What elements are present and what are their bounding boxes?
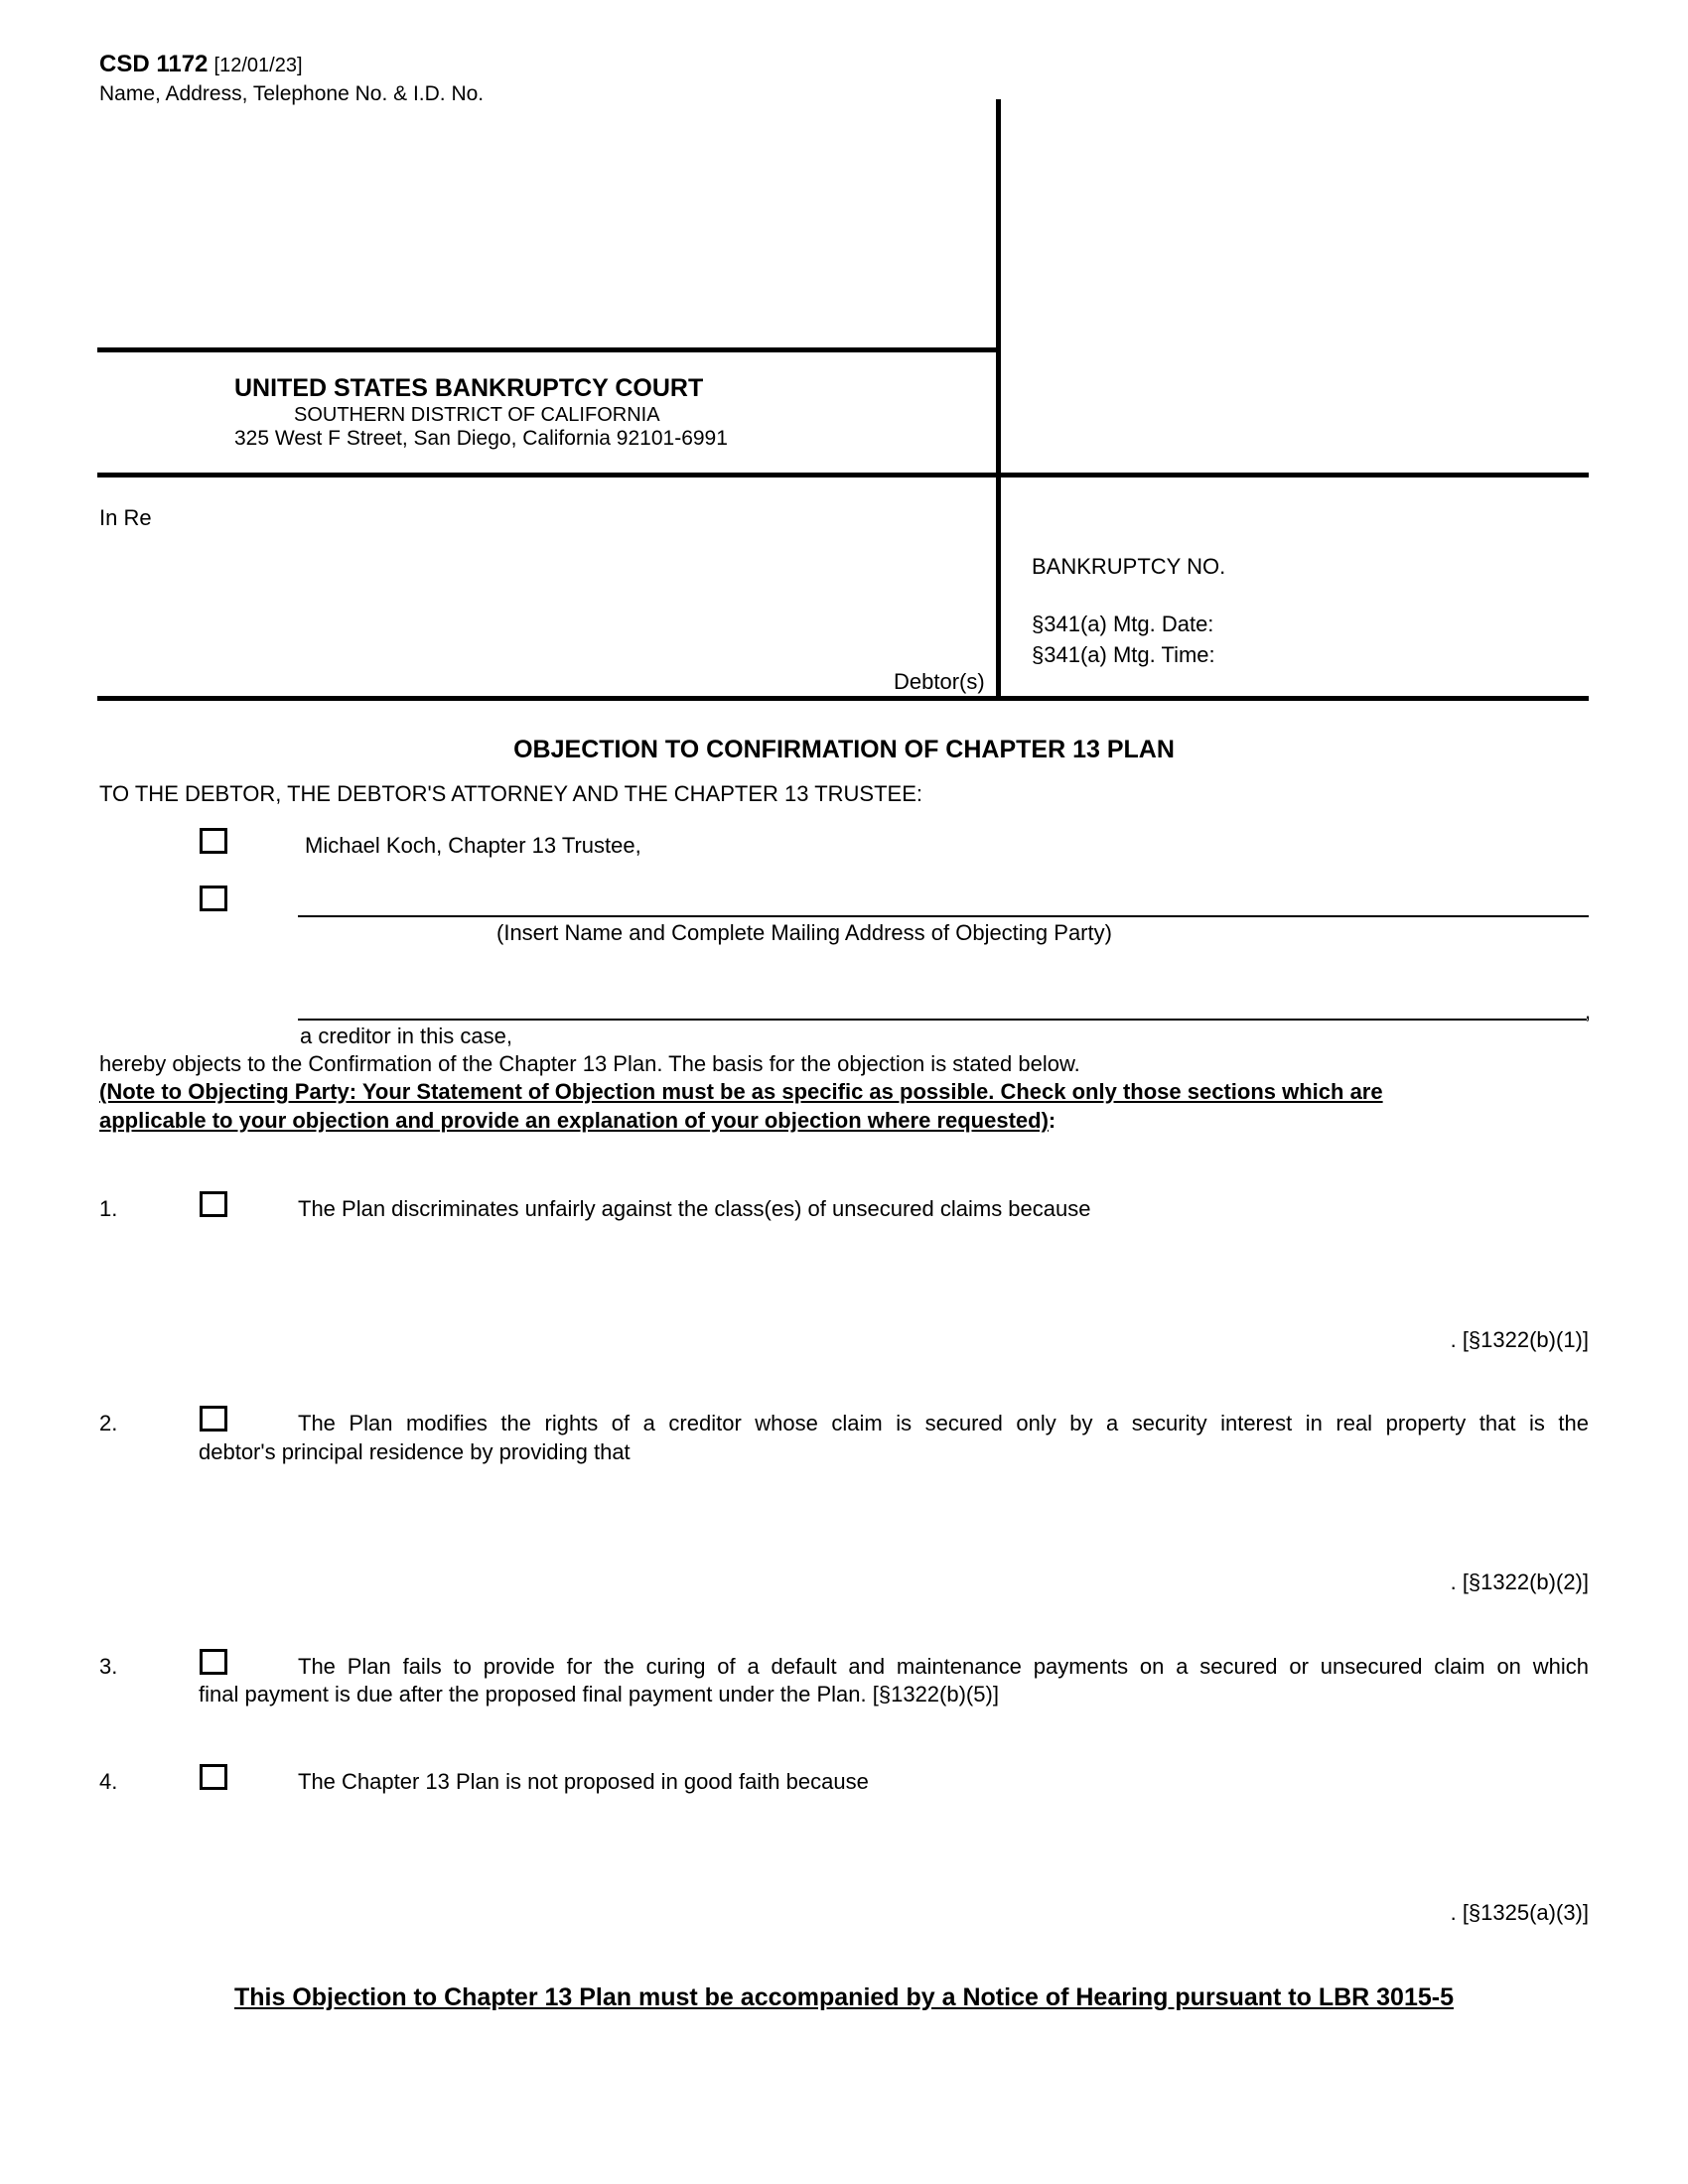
form-id bbox=[99, 52, 303, 78]
item-3-text-line-1: The Plan fails to provide for the curing of a default and maintenance payments on a secured or unsecured claim on which bbox=[298, 1654, 1589, 1679]
form-code: CSD 1172 bbox=[99, 51, 209, 77]
mtg-time-label: §341(a) Mtg. Time: bbox=[1032, 642, 1215, 667]
footer-notice-wrap bbox=[0, 1982, 1688, 2012]
page-title: OBJECTION TO CONFIRMATION OF CHAPTER 13 PLAN bbox=[513, 736, 1175, 763]
item-3-checkbox[interactable] bbox=[200, 1649, 227, 1675]
item-1-text: The Plan discriminates unfairly against the class(es) of unsecured claims because bbox=[298, 1196, 1091, 1221]
item-2-text-line-2: debtor's principal residence by providing that bbox=[199, 1439, 631, 1464]
item-2-number: 2. bbox=[99, 1411, 118, 1435]
debtors-label: Debtor(s) bbox=[894, 669, 985, 694]
item-4-text: The Chapter 13 Plan is not proposed in good faith because bbox=[298, 1769, 869, 1794]
item-2-checkbox[interactable] bbox=[200, 1406, 227, 1432]
court-name: UNITED STATES BANKRUPTCY COURT bbox=[234, 374, 704, 402]
name-address-label: Name, Address, Telephone No. & I.D. No. bbox=[99, 82, 485, 105]
item-3-text-line-2: final payment is due after the proposed final payment under the Plan. [§1322(b)(5)] bbox=[199, 1682, 999, 1706]
objecting-party-name-field[interactable] bbox=[298, 915, 1589, 917]
footer-notice: This Objection to Chapter 13 Plan must be accompanied by a Notice of Hearing pursuant to LBR 3015-5 bbox=[233, 1983, 1454, 2011]
note-line-2-wrap bbox=[99, 1108, 1055, 1134]
item-1-checkbox[interactable] bbox=[200, 1191, 227, 1217]
vertical-divider-top bbox=[996, 99, 1001, 475]
item-1-number: 1. bbox=[99, 1196, 118, 1221]
objecting-party-address-field[interactable] bbox=[298, 1019, 1587, 1021]
item-4-checkbox[interactable] bbox=[200, 1764, 227, 1790]
note-line-2: applicable to your objection and provide an explanation of your objection where requested) bbox=[99, 1108, 1049, 1133]
trustee-checkbox[interactable] bbox=[200, 828, 227, 854]
mtg-date-label: §341(a) Mtg. Date: bbox=[1032, 612, 1214, 636]
item-3-number: 3. bbox=[99, 1654, 118, 1679]
item-4-number: 4. bbox=[99, 1769, 118, 1794]
item-4-citation: . [§1325(a)(3)] bbox=[1450, 1900, 1589, 1925]
addressee-line: TO THE DEBTOR, THE DEBTOR'S ATTORNEY AND THE CHAPTER 13 TRUSTEE: bbox=[99, 781, 922, 806]
form-date: [12/01/23] bbox=[213, 55, 303, 76]
insert-name-instruction: (Insert Name and Complete Mailing Address of Objecting Party) bbox=[496, 920, 1112, 945]
item-1-citation: . [§1322(b)(1)] bbox=[1450, 1327, 1589, 1352]
note-line-1: (Note to Objecting Party: Your Statement of Objection must be as specific as possible. Check only those sections which are bbox=[99, 1079, 1383, 1104]
court-address: 325 West F Street, San Diego, California 92101-6991 bbox=[234, 427, 728, 450]
in-re-label: In Re bbox=[99, 505, 152, 530]
bankruptcy-no-label: BANKRUPTCY NO. bbox=[1032, 554, 1226, 579]
objects-text: hereby objects to the Confirmation of the Chapter 13 Plan. The basis for the objection is stated below. bbox=[99, 1051, 1080, 1076]
note-colon: : bbox=[1048, 1108, 1056, 1133]
name-section-rule bbox=[97, 347, 1001, 352]
creditor-text: a creditor in this case, bbox=[300, 1024, 512, 1048]
item-2-citation: . [§1322(b)(2)] bbox=[1450, 1570, 1589, 1594]
court-section-rule bbox=[97, 473, 1589, 478]
other-party-checkbox[interactable] bbox=[200, 886, 227, 911]
court-district: SOUTHERN DISTRICT OF CALIFORNIA bbox=[294, 404, 660, 426]
trustee-option-label: Michael Koch, Chapter 13 Trustee, bbox=[305, 833, 641, 858]
address-trailing-comma: , bbox=[1585, 999, 1592, 1024]
case-section-rule bbox=[97, 696, 1589, 701]
vertical-divider-bottom bbox=[996, 475, 1001, 698]
item-2-text-line-1: The Plan modifies the rights of a creditor whose claim is secured only by a security interest in real property that is the bbox=[298, 1411, 1589, 1435]
